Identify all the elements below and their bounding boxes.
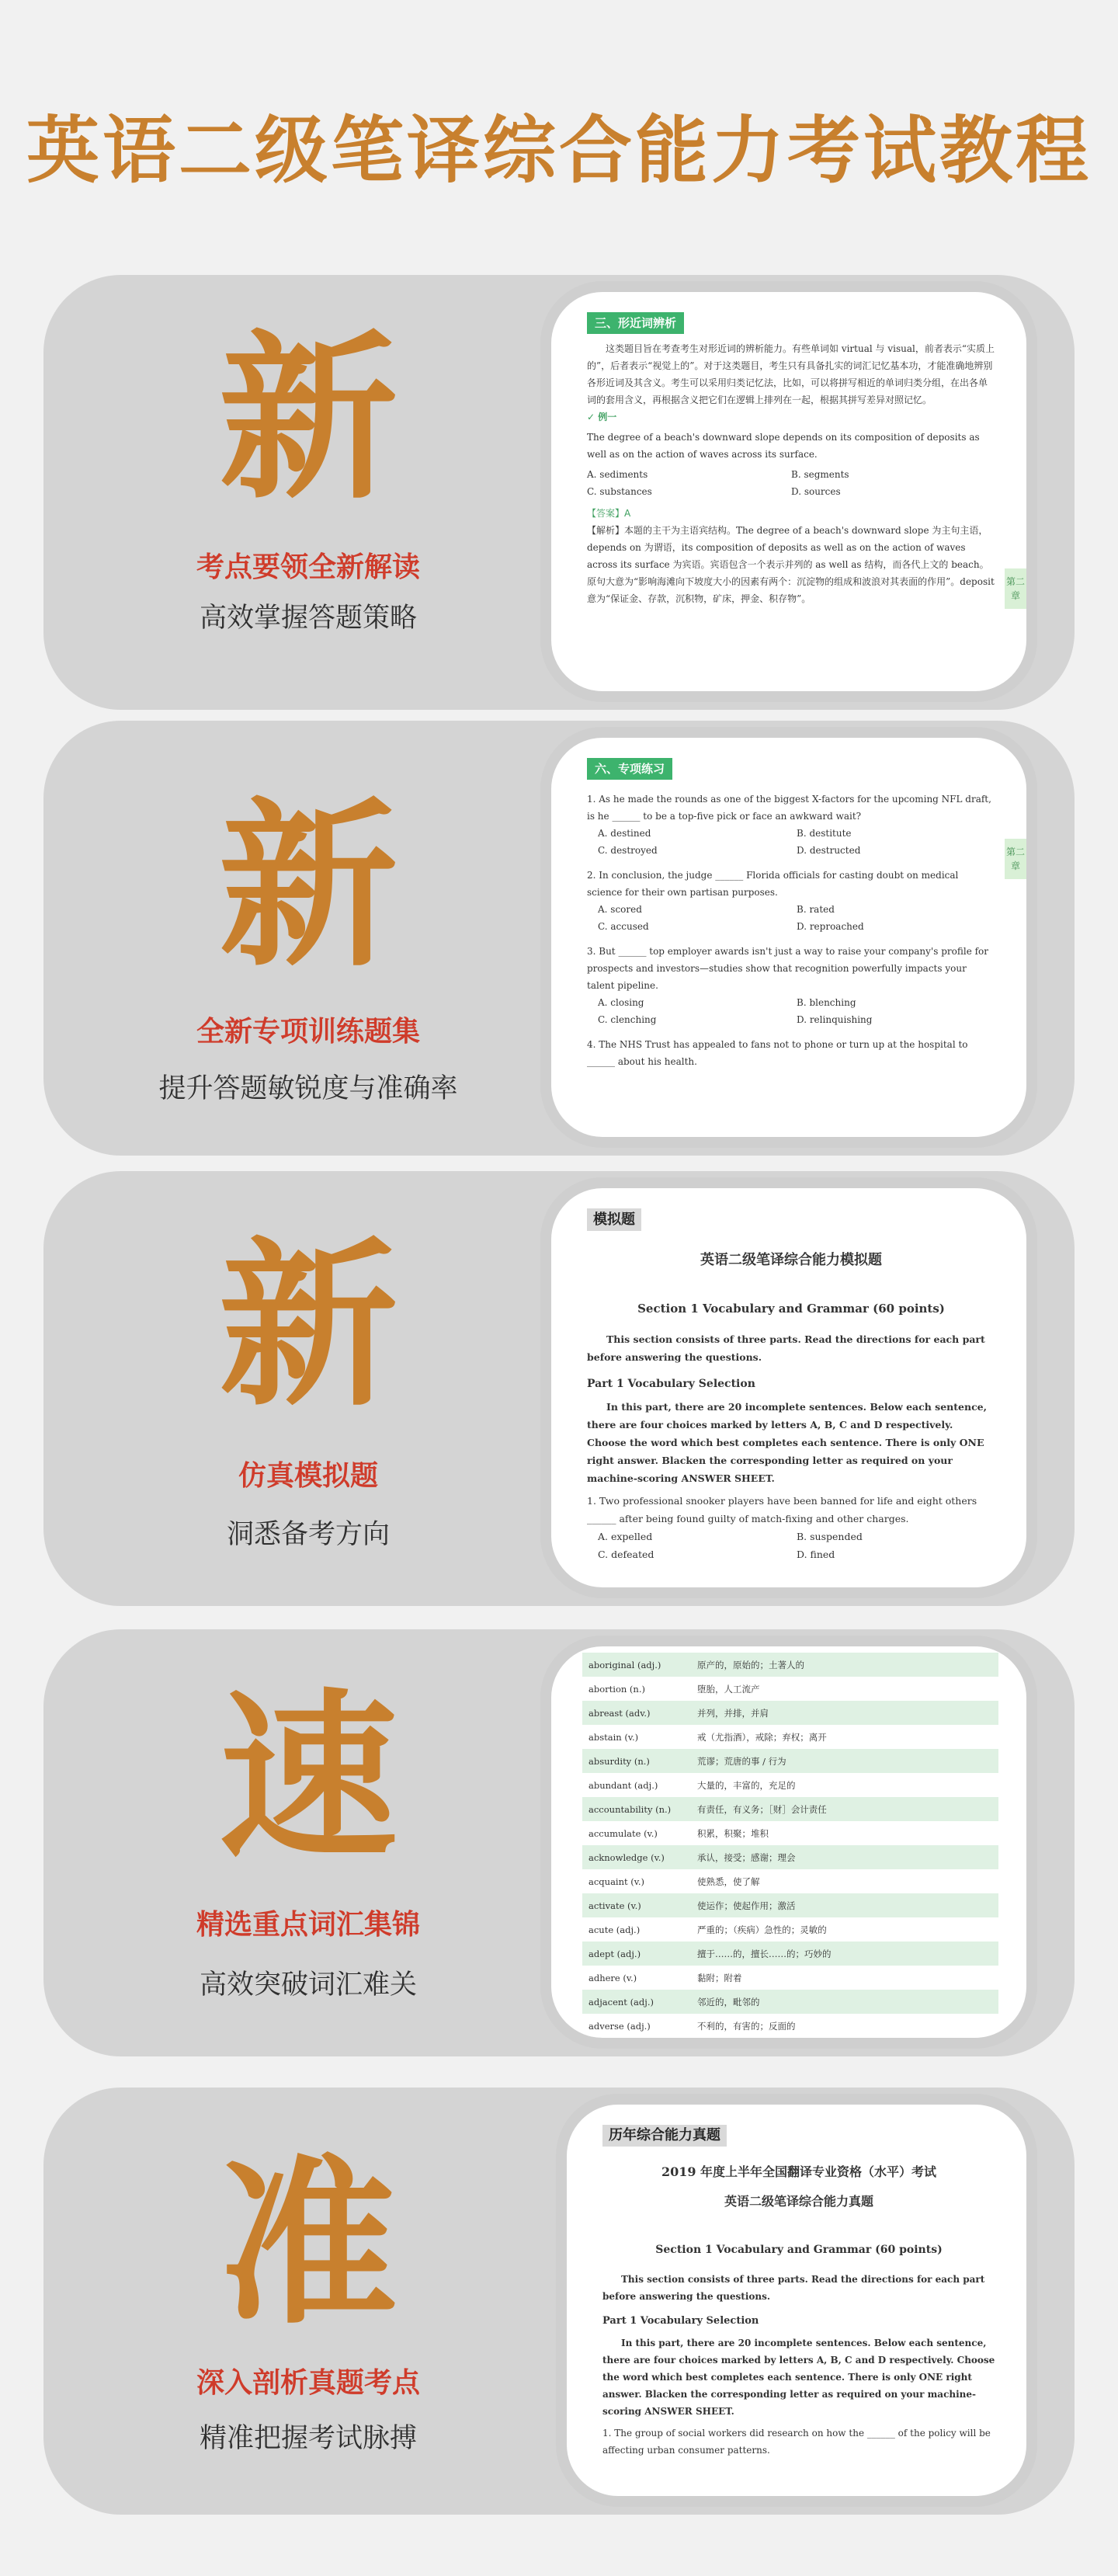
- table-row: [582, 1701, 998, 1725]
- table-row: [582, 1893, 998, 1917]
- vocab-meaning: 使熟悉，使了解: [697, 1876, 760, 1887]
- table-row: [582, 1845, 998, 1869]
- analysis-text: 【解析】本题的主干为主语宾结构。The degree of a beach's downward slope 为主句主语，depends on 为谓语，its composition of deposits as well as on the action of waves across its surface 为宾语。宾语包含一个表示并列的 as well as 结构，而各代上文的 beach。原句大意为“影响海滩向下坡度大小的因素有两个：沉淀物的组成和波浪对其表面的作用”。deposit 意为“保证金、存款，沉积物，矿床，押金、积存物”。: [587, 525, 995, 604]
- feature-card-5: [43, 2088, 1075, 2515]
- example-label: ✓ 例一: [587, 412, 617, 422]
- part-title: Part 1 Vocabulary Selection: [602, 2315, 759, 2327]
- vocab-meaning: 积累，积聚；堆积: [697, 1827, 769, 1839]
- section-title: Section 1 Vocabulary and Grammar (60 points): [655, 2244, 943, 2256]
- table-row: [582, 1677, 998, 1701]
- question-item: 2. In conclusion, the judge ______ Florida officials for casting doubt on medical science for their own partisan purposes. A. scored B. rated C. accused D. reproached: [587, 870, 959, 932]
- vocab-meaning: 荒谬；荒唐的事 / 行为: [691, 1749, 998, 1773]
- vocab-meaning: 有责任，有义务；［财］会计责任: [691, 1797, 998, 1821]
- section-title: Section 1 Vocabulary and Grammar (60 points): [637, 1302, 945, 1316]
- book-page-preview: [540, 727, 1037, 1148]
- vocab-word: acknowledge (v.): [582, 1845, 691, 1869]
- big-character: 新: [218, 316, 398, 523]
- table-row: [582, 1797, 998, 1821]
- vocab-word: adverse (adj.): [589, 2020, 651, 2032]
- feature-subtitle: 提升答题敏锐度与准确率: [158, 1073, 458, 1104]
- vocab-meaning: 并列，并排，并肩: [691, 1701, 998, 1725]
- vocabulary-table-preview: [540, 1636, 1037, 2049]
- vocab-meaning: 不利的，有害的；反面的: [697, 2020, 796, 2032]
- vocab-meaning: 邻近的，毗邻的: [691, 1990, 998, 2014]
- vocab-word: aboriginal (adj.): [582, 1653, 691, 1677]
- feature-card-4: [43, 1629, 1075, 2056]
- options: A. expelled B. suspended: [598, 1531, 863, 1542]
- big-character: 速: [218, 1675, 398, 1882]
- vocab-meaning: 擅于……的，擅长……的；巧妙的: [691, 1942, 998, 1966]
- feature-title: 仿真模拟题: [238, 1460, 378, 1492]
- section-heading: 三、形近词辨析: [587, 312, 684, 334]
- vocab-word: accumulate (v.): [589, 1827, 658, 1839]
- vocab-meaning: 使运作；使起作用；激活: [691, 1893, 998, 1917]
- vocab-word: activate (v.): [582, 1893, 691, 1917]
- part-title: Part 1 Vocabulary Selection: [587, 1378, 755, 1390]
- table-row: [582, 1653, 998, 1677]
- big-character: 新: [218, 1223, 398, 1431]
- exam-heading: 英语二级笔译综合能力模拟题: [700, 1252, 882, 1268]
- options: C. defeated D. fined: [598, 1549, 835, 1560]
- feature-title: 深入剖析真题考点: [196, 2367, 420, 2399]
- vocab-meaning: 原产的，原始的；土著人的: [691, 1653, 998, 1677]
- vocab-word: acute (adj.): [589, 1924, 641, 1935]
- feature-title: 精选重点词汇集锦: [196, 1909, 420, 1941]
- vocab-word: accountability (n.): [582, 1797, 691, 1821]
- exam-heading: 2019 年度上半年全国翻译专业资格（水平）考试: [661, 2164, 937, 2179]
- directions-text: In this part, there are 20 incomplete sentences. Below each sentence, there are four choices marked by letters A, B, C and D respectively. Choose the word which best completes each sentence. There is only ONE right answer. Blacken the corresponding letter as required on your machine-scoring ANSWER SHEET.: [602, 2338, 995, 2417]
- vocab-meaning: 大量的，丰富的，充足的: [697, 1779, 796, 1791]
- section-heading: 六、专项练习: [587, 758, 672, 780]
- options: C. substances D. sources: [587, 486, 841, 497]
- book-page-preview: [540, 281, 1037, 702]
- directions-text: In this part, there are 20 incomplete sentences. Below each sentence, there are four choices marked by letters A, B, C and D respectively. Choose the word which best completes each sentence. There is only ONE right answer. Blacken the corresponding letter as required on your machine-scoring ANSWER SHEET.: [587, 1401, 987, 1484]
- table-row: [582, 1725, 998, 1749]
- vocab-word: adjacent (adj.): [582, 1990, 691, 2014]
- question-item: 3. But ______ top employer awards isn't just a way to raise your company's profile for prospects and investors—studies show that recognition powerfully impacts your talent pipeline. A. closing B. blenching C. clenching D. relinquishing: [587, 946, 989, 1025]
- intro-text: This section consists of three parts. Read the directions for each part before answering the questions.: [587, 1333, 985, 1363]
- question-item: 4. The NHS Trust has appealed to fans not to phone or turn up at the hospital to ______ about his health.: [587, 1039, 968, 1067]
- feature-card-2: [43, 721, 1075, 1156]
- vocab-word: abreast (adv.): [582, 1701, 691, 1725]
- vocab-meaning: 堕胎，人工流产: [697, 1683, 760, 1695]
- table-row: [582, 1821, 998, 1845]
- vocab-word: abortion (n.): [589, 1683, 645, 1695]
- vocab-meaning: 承认，接受；感谢；理会: [691, 1845, 998, 1869]
- feature-title: 考点要领全新解读: [196, 551, 420, 583]
- vocab-word: adept (adj.): [582, 1942, 691, 1966]
- section-heading: 历年综合能力真题: [602, 2125, 727, 2147]
- vocab-word: abstain (v.): [589, 1731, 639, 1743]
- vocab-meaning: 黏附；附着: [697, 1972, 742, 1983]
- feature-subtitle: 洞悉备考方向: [226, 1519, 390, 1550]
- book-page-preview: [540, 1177, 1037, 1598]
- chapter-tab: 第二章: [1005, 839, 1026, 879]
- options: A. sediments B. segments: [587, 469, 849, 480]
- table-row: [582, 1942, 998, 1966]
- feature-subtitle: 高效突破词汇难关: [199, 1969, 417, 2001]
- intro-text: 这类题目旨在考查考生对形近词的辨析能力。有些单词如 virtual 与 visual，前者表示“实质上的”，后者表示“视觉上的”。对于这类题目，考生只有具备扎实的词汇记忆基本功，才能准确地辨别各形近词及其含义。考生可以采用归类记忆法，比如，可以将拼写相近的单词归类分组，在出各单词的套用含义，再根据含义把它们在逻辑上排列在一起，根据其拼写差异对照记忆。: [587, 343, 995, 405]
- vocabulary-table: [582, 1653, 998, 2038]
- question-text: 1. The group of social workers did research on how the ______ of the policy will be affecting urban consumer patterns.: [602, 2428, 991, 2456]
- table-row: [582, 1966, 998, 1990]
- intro-text: This section consists of three parts. Read the directions for each part before answering the questions.: [602, 2274, 985, 2302]
- question-text: 1. Two professional snooker players have been banned for life and eight others ______ after being found guilty of match-fixing and other charges.: [587, 1495, 977, 1524]
- vocab-meaning: 戒（尤指酒），戒除；弃权；离开: [697, 1731, 827, 1743]
- table-row: [582, 2014, 998, 2038]
- page-title: 英语二级笔译综合能力考试教程: [26, 109, 1092, 193]
- feature-subtitle: 精准把握考试脉搏: [199, 2423, 417, 2454]
- question-text: The degree of a beach's downward slope depends on its composition of deposits as well as on the action of waves across its surface.: [587, 432, 980, 460]
- vocab-word: adhere (v.): [589, 1972, 637, 1983]
- answer-label: 【答案】A: [587, 508, 631, 519]
- big-character: 新: [218, 784, 398, 991]
- feature-title: 全新专项训练题集: [196, 1016, 420, 1048]
- feature-card-3: [43, 1171, 1075, 1606]
- section-heading: 模拟题: [587, 1208, 641, 1231]
- exam-subheading: 英语二级笔译综合能力真题: [724, 2194, 873, 2209]
- vocab-meaning: 严重的；（疾病）急性的；灵敏的: [697, 1924, 827, 1935]
- vocab-word: absurdity (n.): [582, 1749, 691, 1773]
- big-character: 准: [218, 2141, 398, 2348]
- feature-subtitle: 高效掌握答题策略: [199, 603, 417, 634]
- feature-card-1: [43, 275, 1075, 710]
- question-item: 1. As he made the rounds as one of the biggest X-factors for the upcoming NFL draft, is he ______ to be a top-five pick or face an awkward wait? A. destined B. destitute C. destroyed D. destructed: [587, 794, 991, 856]
- table-row: [582, 1990, 998, 2014]
- vocab-word: acquaint (v.): [589, 1876, 645, 1887]
- vocab-word: abundant (adj.): [589, 1779, 658, 1791]
- chapter-tab: 第二章: [1005, 568, 1026, 609]
- table-row: [582, 1749, 998, 1773]
- table-row: [582, 1773, 998, 1797]
- table-row: [582, 1869, 998, 1893]
- table-row: [582, 1917, 998, 1942]
- book-page-preview: [556, 2094, 1037, 2507]
